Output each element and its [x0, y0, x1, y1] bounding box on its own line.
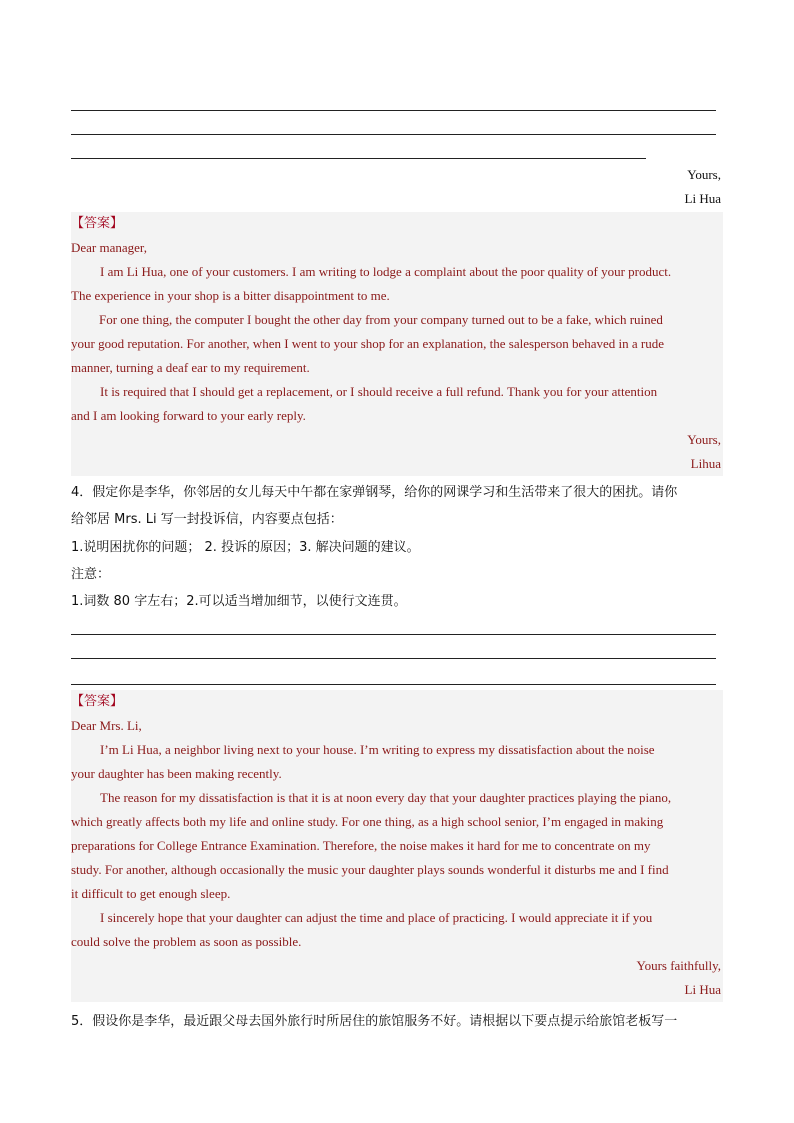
answer-line: I sincerely hope that your daughter can adjust the time and place of practicing. I would appreciate it if you	[100, 910, 653, 925]
answer-signoff-yours: Yours,	[687, 432, 721, 447]
answer-line: and I am looking forward to your early reply.	[71, 408, 306, 423]
writing-line-2	[71, 134, 716, 135]
question-4-line-2: 给邻居 Mrs. Li 写一封投诉信，内容要点包括：	[71, 512, 343, 527]
answer-label: 【答案】	[71, 216, 124, 231]
answer-line: I am Li Hua, one of your customers. I am writing to lodge a complaint about the poor quality of your product.	[100, 264, 672, 279]
question-4-note-title: 注意：	[71, 567, 111, 582]
answer-line: For one thing, the computer I bought the other day from your company turned out to be a fake, which ruined	[99, 312, 663, 327]
answer-line: The reason for my dissatisfaction is that it is at noon every day that your daughter practices playing the piano,	[100, 790, 672, 805]
answer-signoff-name: Lihua	[690, 456, 721, 471]
answer-line: could solve the problem as soon as possible.	[71, 934, 302, 949]
answer-line: I’m Li Hua, a neighbor living next to your house. I’m writing to express my dissatisfaction about the noise	[100, 742, 655, 757]
answer-line: study. For another, although occasionally the music your daughter plays sounds wonderful it disturbs me and I find	[71, 862, 669, 877]
answer-line: your good reputation. For another, when I went to your shop for an explanation, the salesperson behaved in a rude	[71, 336, 664, 351]
answer-label: 【答案】	[71, 694, 124, 709]
question-5-line-1: 5．假设你是李华，最近跟父母去国外旅行时所居住的旅馆服务不好。请根据以下要点提示给旅馆老板写一	[71, 1014, 678, 1029]
answer-line: The experience in your shop is a bitter disappointment to me.	[71, 288, 390, 303]
writing-line-3	[71, 158, 646, 159]
question-4-line-1: 4．假定你是李华，你邻居的女儿每天中午都在家弹钢琴，给你的网课学习和生活带来了很大的困扰。请你	[71, 485, 678, 500]
writing-line-4	[71, 634, 716, 635]
answer-line: which greatly affects both my life and online study. For one thing, as a high school senior, I’m engaged in making	[71, 814, 664, 829]
writing-line-1	[71, 110, 716, 111]
answer-signoff-yours: Yours faithfully,	[636, 958, 721, 973]
answer-block-1	[71, 212, 723, 476]
writing-line-6	[71, 684, 716, 685]
answer-line: manner, turning a deaf ear to my requirement.	[71, 360, 310, 375]
answer-line: your daughter has been making recently.	[71, 766, 282, 781]
answer-signoff-name: Li Hua	[684, 982, 721, 997]
answer-line: it difficult to get enough sleep.	[71, 886, 231, 901]
answer-line: Dear Mrs. Li,	[71, 718, 142, 733]
answer-line: Dear manager,	[71, 240, 147, 255]
question-4-line-3: 1.说明困扰你的问题； 2. 投诉的原因；3. 解决问题的建议。	[71, 540, 420, 555]
answer-block-2	[71, 690, 723, 1002]
answer-line: It is required that I should get a replacement, or I should receive a full refund. Thank you for your attention	[100, 384, 658, 399]
answer-line: preparations for College Entrance Examination. Therefore, the noise makes it hard for me to concentrate on my	[71, 838, 651, 853]
writing-line-5	[71, 658, 716, 659]
signoff-name: Li Hua	[684, 191, 721, 206]
question-4-line-5: 1.词数 80 字左右；2.可以适当增加细节，以使行文连贯。	[71, 594, 407, 609]
signoff-yours: Yours,	[687, 167, 721, 182]
